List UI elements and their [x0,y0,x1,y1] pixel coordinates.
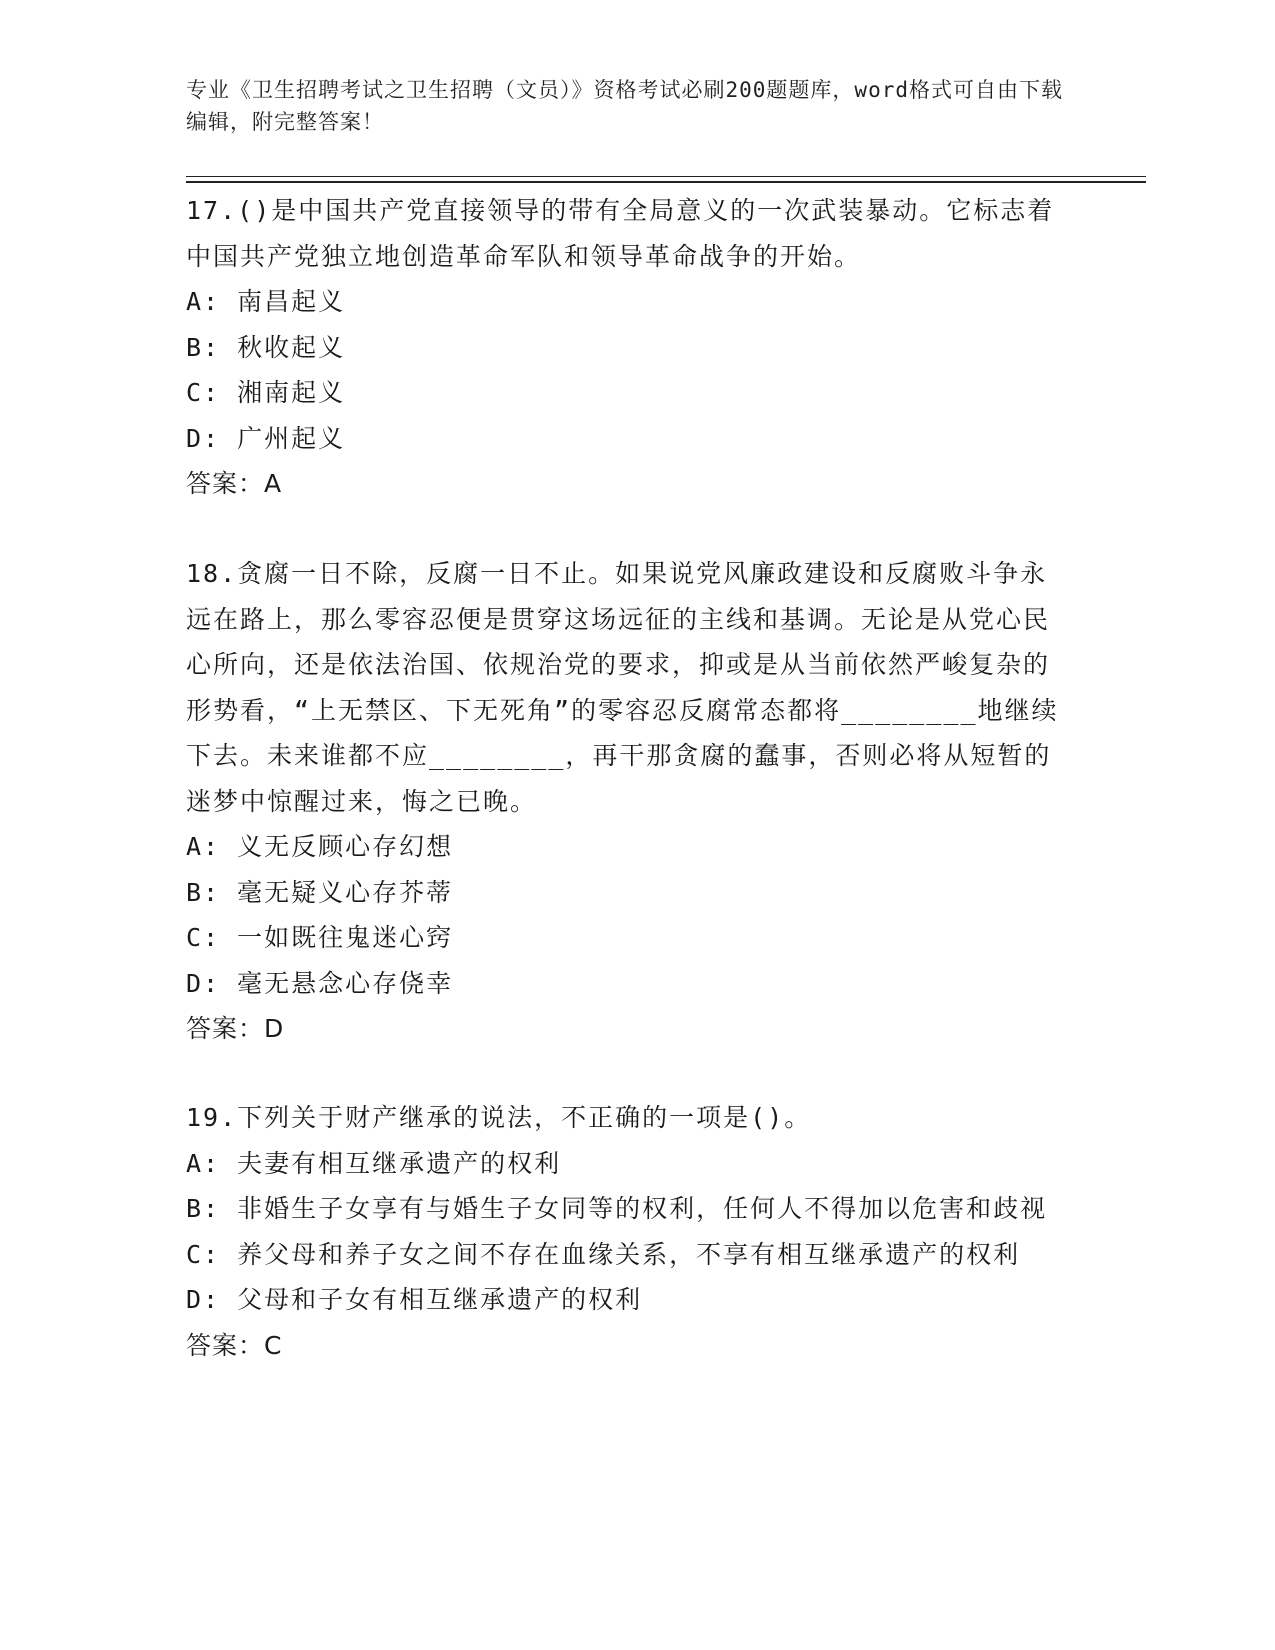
document-header [186,74,1076,138]
answer-line: 答案：A [186,469,283,498]
option-c: C: 一如既往鬼迷心窍 [186,923,454,952]
header-divider-thick [186,181,1146,183]
option-b: B: 秋收起义 [186,332,346,362]
option-c: C: 湘南起义 [186,378,346,407]
answer-line: 答案：C [186,1330,283,1360]
option-d: D: 父母和子女有相互继承遗产的权利 [186,1285,643,1314]
option-a: A: 夫妻有相互继承遗产的权利 [186,1148,562,1178]
answer-line: 答案：D [186,1014,285,1043]
question-stem: 18.贪腐一日不除，反腐一日不止。如果说党风廉政建设和反腐败斗争永远在路上，那么零容忍便是贯穿这场远征的主线和基调。无论是从党心民心所向，还是依法治国、依规治党的要求，抑或是从当前依然严峻复杂的形势看，“上无禁区、下无死角”的零容忍反腐常态都将________地继续下去。未来谁都不应________，再干那贪腐的蠢事，否则必将从短暂的迷梦中惊醒过来，悔之已晚。 [186,559,1059,816]
question-17 [186,188,1066,507]
question-stem: 19.下列关于财产继承的说法，不正确的一项是()。 [186,1103,812,1132]
option-b: B: 非婚生子女享有与婚生子女同等的权利，任何人不得加以危害和歧视 [186,1194,1048,1223]
option-c: C: 养父母和养子女之间不存在血缘关系，不享有相互继承遗产的权利 [186,1239,1021,1269]
option-d: D: 毫无悬念心存侥幸 [186,968,454,998]
header-divider-thin [186,176,1146,177]
question-18 [186,551,1066,1052]
option-a: A: 南昌起义 [186,287,346,316]
option-b: B: 毫无疑义心存芥蒂 [186,877,454,907]
question-stem: 17.()是中国共产党直接领导的带有全局意义的一次武装暴动。它标志着中国共产党独立地创造革命军队和领导革命战争的开始。 [186,196,1055,271]
option-a: A: 义无反顾心存幻想 [186,832,454,861]
option-d: D: 广州起义 [186,423,346,453]
question-19 [186,1095,1066,1368]
header-text: 专业《卫生招聘考试之卫生招聘（文员）》资格考试必刷200题题库，word格式可自由下载编辑，附完整答案！ [186,78,1063,134]
